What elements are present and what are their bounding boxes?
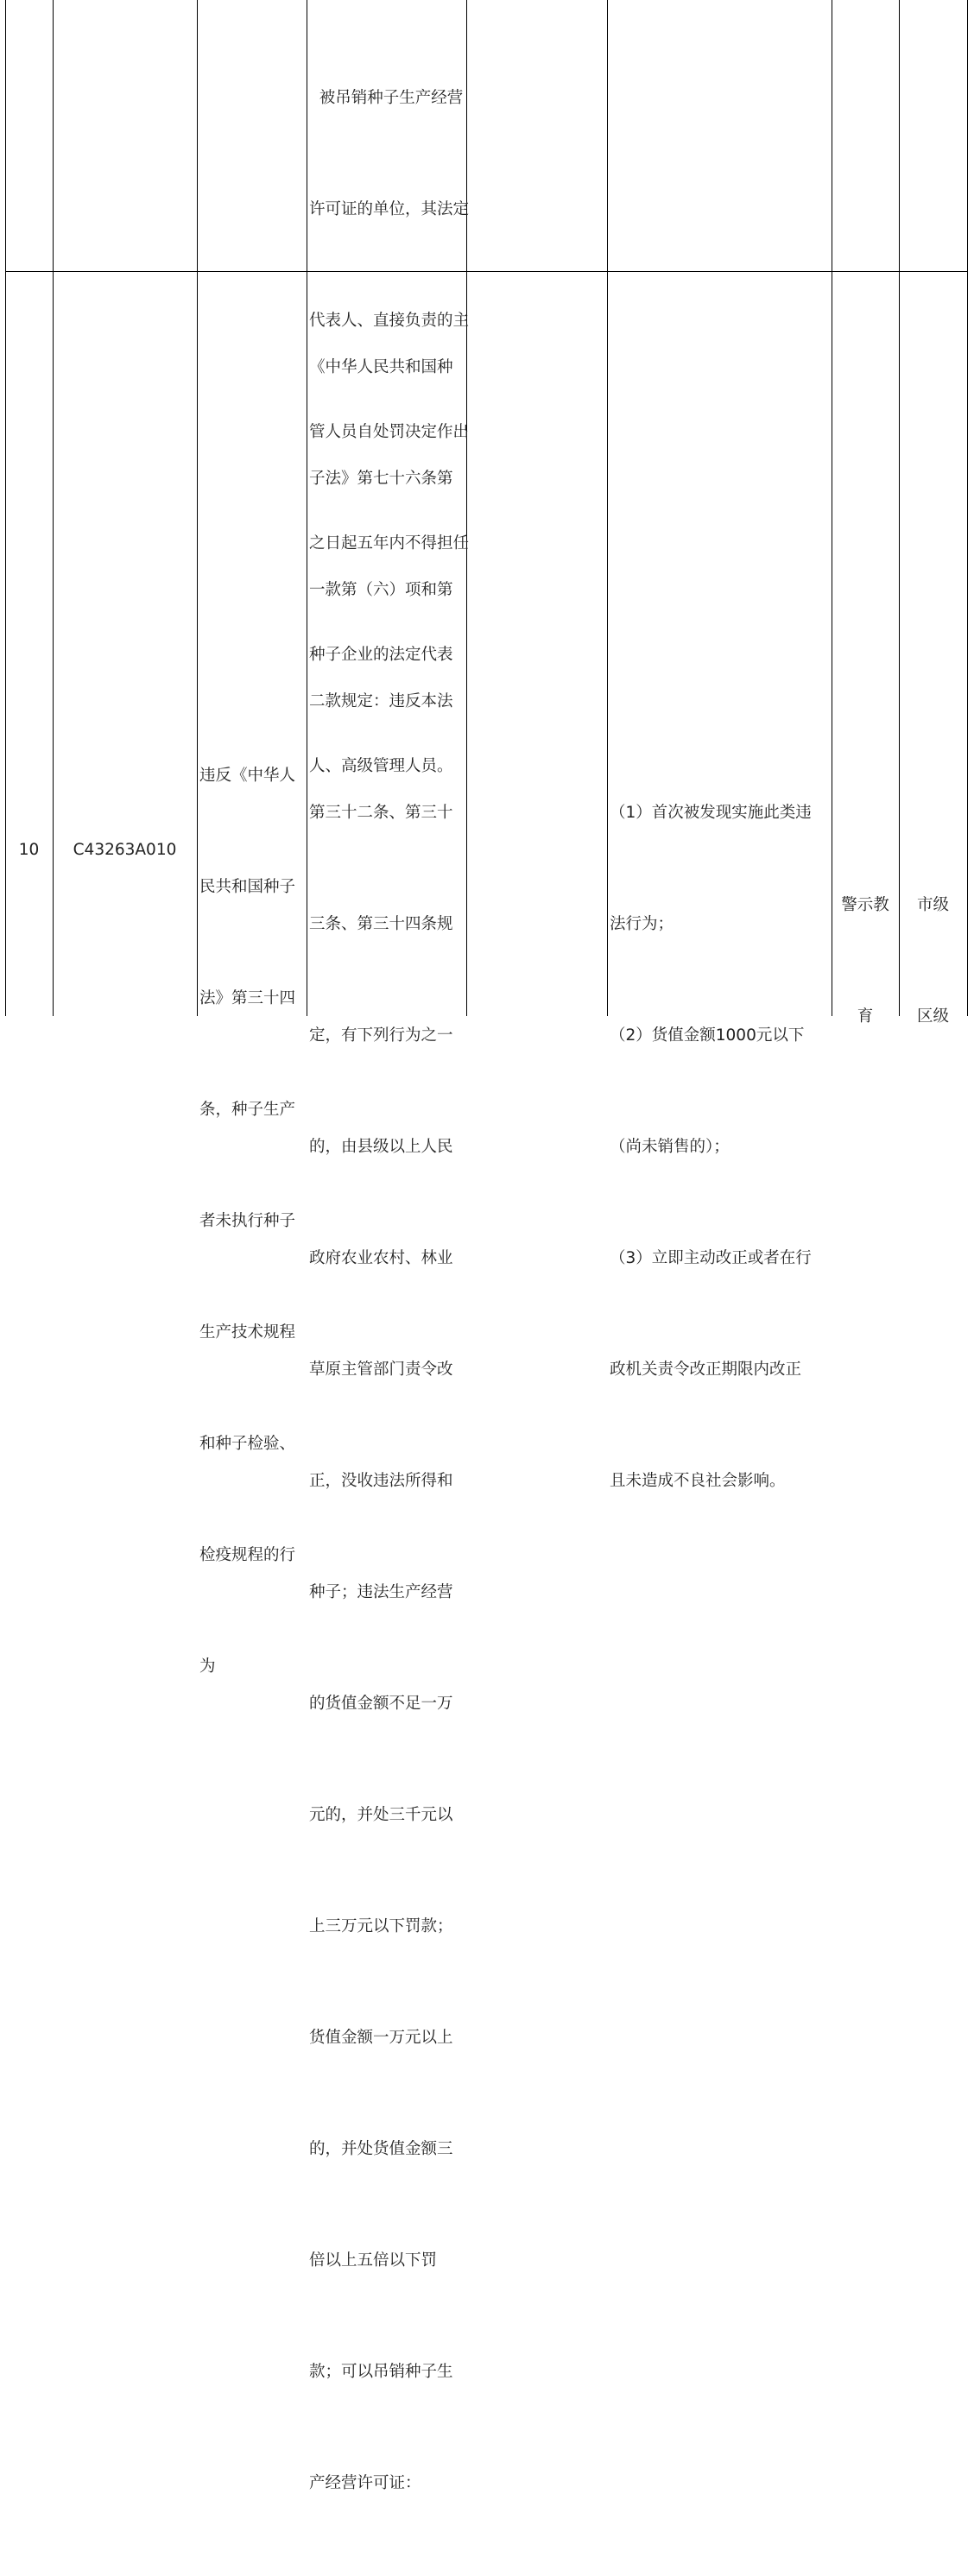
text-line: 款；可以吊销种子生 xyxy=(309,2363,453,2381)
text-line: 产经营许可证： xyxy=(309,2474,421,2492)
row-border xyxy=(5,271,968,272)
col-border xyxy=(967,0,968,1016)
col-border xyxy=(607,0,608,1016)
text-line: （2）货值金额1000元以下 xyxy=(610,1026,805,1045)
row-10-legal-basis xyxy=(309,275,453,2576)
text-line: 第三十二条、第三十 xyxy=(309,804,453,822)
text-line: 违反《中华人 xyxy=(199,767,296,785)
row-10-measure xyxy=(832,812,899,1109)
text-line: 且未造成不良社会影响。 xyxy=(610,1472,786,1490)
text-line: 市级 xyxy=(916,896,949,914)
text-line: 子法》第七十六条第 xyxy=(309,470,453,488)
text-line: 倍以上五倍以下罚 xyxy=(309,2251,438,2270)
text-line: 政府农业农村、林业 xyxy=(309,1249,453,1267)
text-line: 人、高级管理人员。 xyxy=(309,757,453,775)
text-line: 草原主管部门责令改 xyxy=(309,1361,453,1379)
text-line: 货值金额一万元以上 xyxy=(309,2029,453,2047)
text-line: 法》第三十四 xyxy=(199,989,296,1007)
text-line: 定，有下列行为之一 xyxy=(309,1026,453,1045)
text-line: 正，没收违法所得和 xyxy=(309,1472,453,1490)
text-line: 之日起五年内不得担任 xyxy=(309,534,470,552)
text-line: 上三万元以下罚款； xyxy=(309,1917,453,1935)
text-line: 《中华人民共和国种 xyxy=(309,358,453,376)
text-line: 的，由县级以上人民 xyxy=(309,1138,453,1156)
row-10-violation xyxy=(199,683,295,1759)
text-line: （1）首次被发现实施此类违 xyxy=(610,804,812,822)
text-line: 三条、第三十四条规 xyxy=(309,915,453,933)
text-line: 和种子检验、 xyxy=(199,1435,296,1453)
text-line: 育 xyxy=(857,1007,874,1026)
text-line: 二款规定：违反本法 xyxy=(309,692,453,710)
text-line: 被吊销种子生产经营 xyxy=(309,89,464,107)
row-10-code: C43263A010 xyxy=(73,841,177,859)
text-line: 为 xyxy=(199,1657,216,1676)
text-line: 检疫规程的行 xyxy=(199,1546,296,1564)
col-border xyxy=(197,0,198,1016)
text-line: 的，并处货值金额三 xyxy=(309,2140,453,2158)
text-line: 许可证的单位，其法定 xyxy=(309,200,470,218)
text-line: 管人员自处罚决定作出 xyxy=(309,423,470,441)
text-line: 种子企业的法定代表 xyxy=(309,646,453,664)
text-line: 者未执行种子 xyxy=(199,1212,296,1230)
text-line: 政机关责令改正期限内改正 xyxy=(610,1361,802,1379)
text-line: 民共和国种子 xyxy=(199,878,296,896)
text-line: 生产技术规程 xyxy=(199,1323,296,1342)
text-line: 区级 xyxy=(916,1007,949,1026)
text-line: 的货值金额不足一万 xyxy=(309,1695,453,1713)
text-line: （尚未销售的）； xyxy=(610,1138,730,1156)
row-10-seq: 10 xyxy=(18,841,40,859)
row-10-conditions xyxy=(610,720,812,1574)
row-10-level xyxy=(899,812,967,1109)
text-line: （3）立即主动改正或者在行 xyxy=(610,1249,812,1267)
text-line: 元的，并处三千元以 xyxy=(309,1806,453,1824)
text-line: 条，种子生产 xyxy=(199,1101,296,1119)
text-line: 代表人、直接负责的主 xyxy=(309,312,470,330)
text-line: 法行为； xyxy=(610,915,674,933)
text-line: 一款第（六）项和第 xyxy=(309,581,453,599)
text-line: 种子；违法生产经营 xyxy=(309,1583,453,1601)
text-line: 警示教 xyxy=(841,896,889,914)
